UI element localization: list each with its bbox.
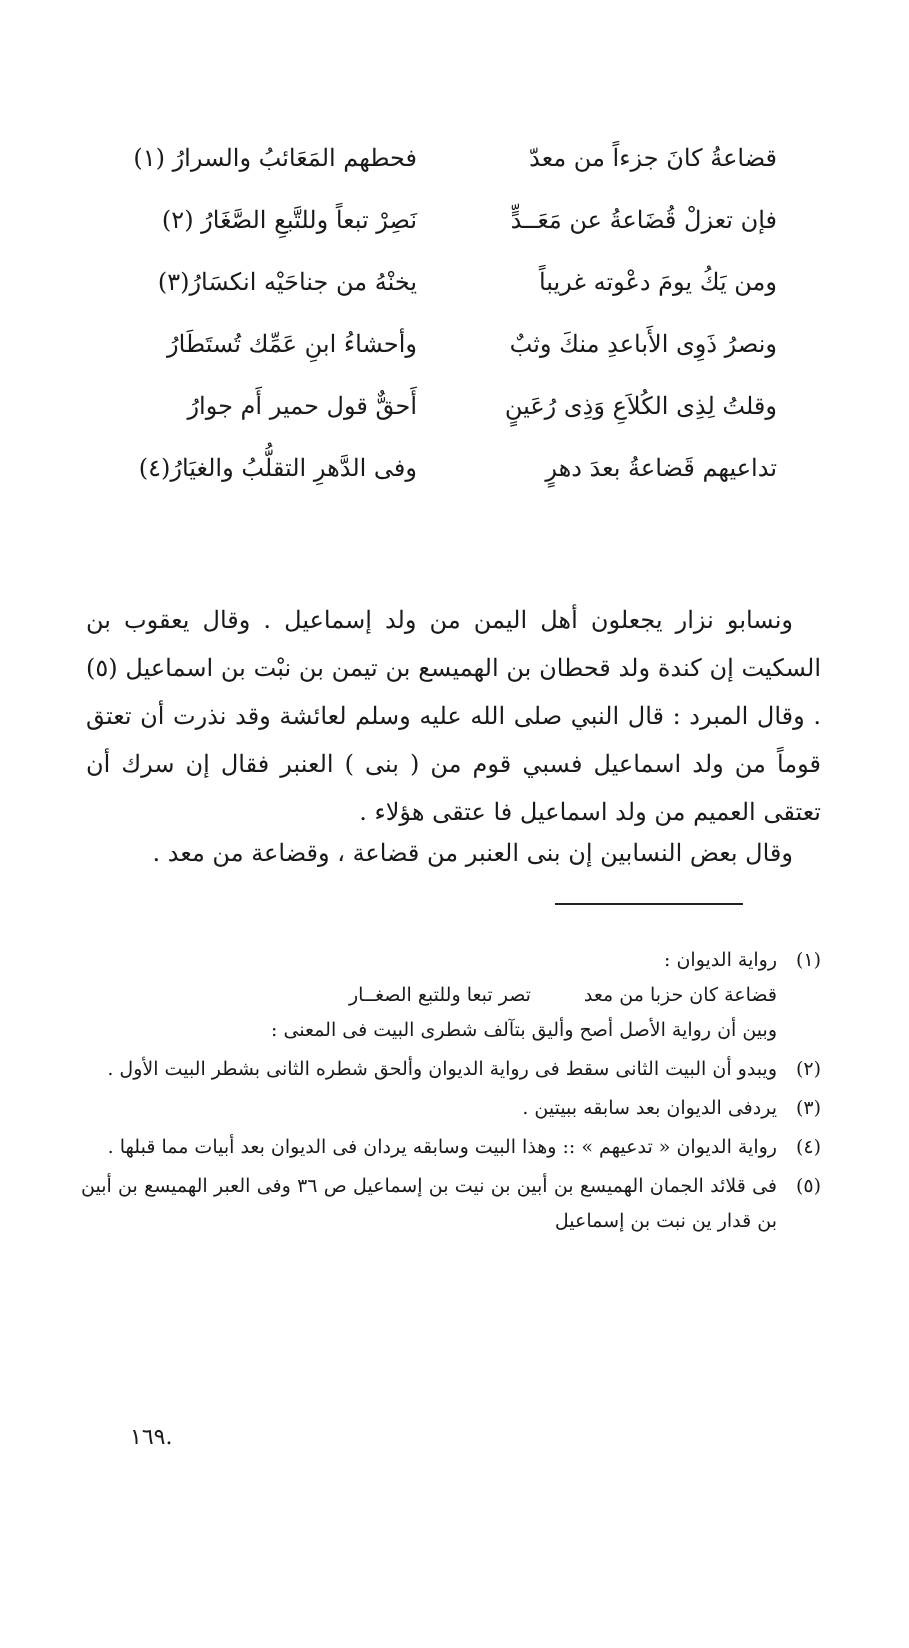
verse-first-hemistich: وقلتُ لِذِى الكُلاَعِ وَذِى رُعَينٍ: [504, 392, 777, 420]
footnote-text: يردفى الديوان بعد سابقه ببيتين .: [522, 1097, 777, 1119]
footnote-comment: وبين أن رواية الأصل أصح وأليق بتآلف شطرى البيت فى المعنى :: [271, 1019, 777, 1041]
body-paragraph: ونسابو نزار يجعلون أهل اليمن من ولد إسماعيل . وقال يعقوب بن السكيت إن كندة ولد قحطان بن الهميسع بن تيمن بن نبْت بن اسماعيل (٥) . وقال المبرد : قال النبي صلى الله عليه وسلم لعائشة وقد نذرت أن تعتق قوماً من ولد اسماعيل فسبي قوم من ( بنى ) العنبر فقال إن سرك أن تعتقى العميم من ولد اسماعيل فا عتقى هؤلاء .: [86, 606, 821, 826]
verse-second-hemistich: وفى الدَّهرِ التقلُّبُ والغيَارُ(٤): [138, 454, 417, 482]
body-paragraph: وقال بعض النسابين إن بنى العنبر من قضاعة ، وقضاعة من معد .: [152, 839, 793, 867]
verse-first-hemistich: ونصرُ ذَوِى الأَباعدِ منكَ وثبٌ: [509, 330, 777, 358]
verse-second-hemistich: نَصِرْ تبعاً وللتَّبعِ الصَّغَارُ (٢): [161, 206, 417, 234]
footnote-number: (٤): [795, 1136, 821, 1158]
poem-verse: [137, 200, 777, 262]
footnote-number: (٥): [795, 1175, 821, 1197]
footnote-number: (٣): [795, 1097, 821, 1119]
footnote-text: رواية الديوان :: [664, 949, 777, 971]
verse-second-hemistich: أَحقٌّ قول حمير أَم جوارُ: [187, 392, 417, 420]
verse-second-hemistich: وأحشاءُ ابنِ عَمِّك تُستَطَارُ: [167, 330, 417, 358]
poem-verse: [137, 386, 777, 448]
footnote: [81, 943, 821, 1048]
footnote-number: (١): [795, 949, 821, 971]
variant-second-hemistich: تصر تبعا وللتبع الصغــار: [348, 984, 531, 1006]
footnote-separator: [555, 903, 743, 905]
poem-verse: [137, 262, 777, 324]
verse-first-hemistich: تداعيهم قَضاعةُ بعدَ دهرٍ: [545, 454, 777, 482]
verse-first-hemistich: فإن تعزلْ قُضَاعةُ عن مَعَــدٍّ: [510, 206, 777, 234]
poem-verse: [133, 138, 777, 200]
footnotes: [81, 943, 821, 1243]
verse-second-hemistich: فحطهم المَعَائبُ والسرارُ (١): [133, 144, 417, 172]
poem-verse: [137, 324, 777, 386]
verse-first-hemistich: ومن يَكُ يومَ دعْوته غريباً: [538, 268, 777, 296]
footnote-text: ويبدو أن البيت الثانى سقط فى رواية الديوان وألحق شطره الثانى بشطر البيت الأول .: [107, 1058, 777, 1080]
verse-first-hemistich: قضاعةُ كانَ جزءاً من معدّ: [529, 144, 777, 172]
footnote-verse-variant: [81, 978, 777, 1013]
footnote: [81, 1130, 821, 1165]
page-number: .١٦٩: [130, 1425, 173, 1450]
footnote-text: فى قلائد الجمان الهميسع بن أبين بن نيت بن إسماعيل ص ٣٦ وفى العبر الهميسع بن أبين بن قدار ين نبت بن إسماعيل: [81, 1175, 777, 1232]
poem: [133, 138, 777, 510]
footnote-number: (٢): [795, 1058, 821, 1080]
verse-second-hemistich: يخنْهُ من جناحَيْه انكسَارُ(٣): [157, 268, 417, 296]
footnote: [81, 1091, 821, 1126]
footnote-text: رواية الديوان « تدعيهم » :: وهذا البيت وسابقه يردان فى الديوان بعد أبيات مما قبلها .: [107, 1136, 777, 1158]
variant-first-hemistich: قضاعة كان حزبا من معد: [583, 984, 777, 1006]
poem-verse: [137, 448, 777, 510]
footnote: [81, 1052, 821, 1087]
footnote: [81, 1169, 821, 1239]
